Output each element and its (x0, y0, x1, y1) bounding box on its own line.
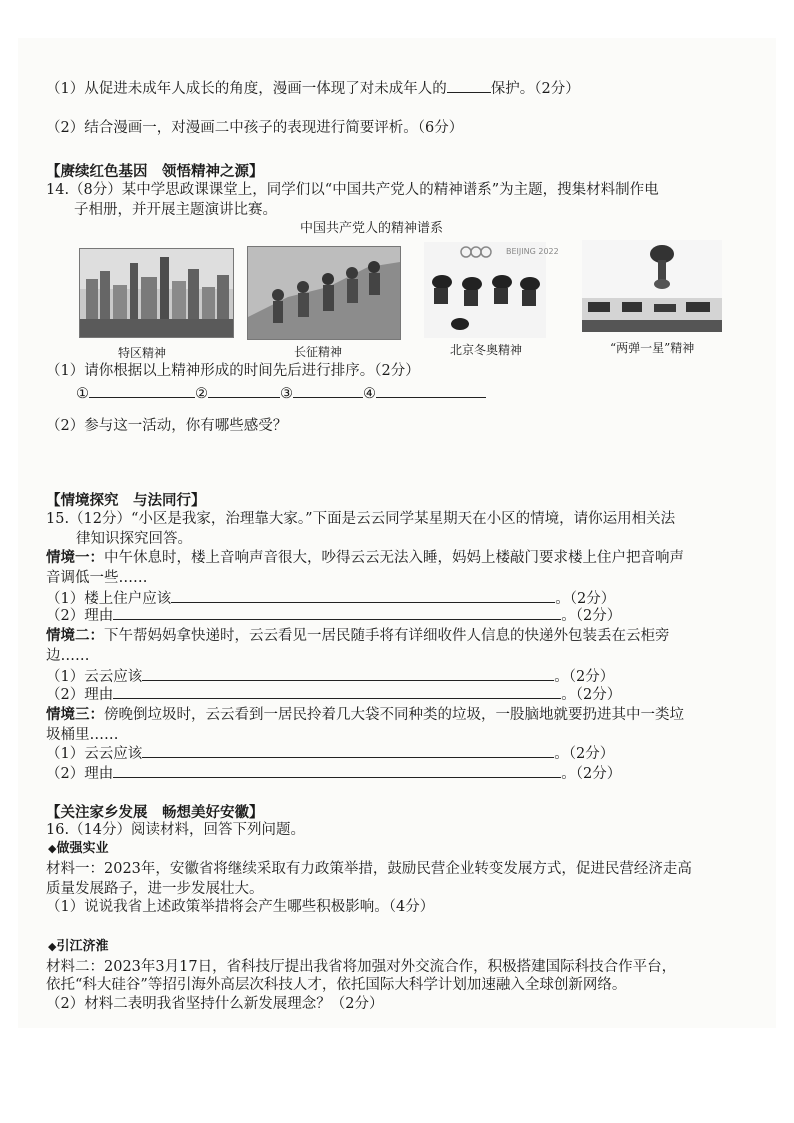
long-march-image (248, 247, 400, 339)
scenario-2-label: 情境二： (46, 627, 104, 644)
scenario-3-q1-label: （1）云云应该 (46, 746, 143, 762)
score-s2a: 。（2分） (554, 669, 615, 685)
scenario-3-text: 傍晚倒垃圾时，云云看到一居民拎着几大袋不同种类的垃圾，一股脑地就要扔进其中一类垃 (104, 707, 684, 723)
diamond-icon: ◆ (48, 940, 57, 953)
scenario-3-q2-label: （2）理由 (46, 766, 114, 782)
q13-part2: （2）结合漫画一，对漫画二中孩子的表现进行简要评析。（6分） (46, 120, 464, 136)
order-blank-1[interactable] (89, 383, 195, 398)
album-title: 中国共产党人的精神谱系 (300, 221, 444, 236)
photo-long-march (247, 246, 401, 340)
answer-line-s2a[interactable] (142, 666, 554, 681)
subheading-water-project (48, 937, 108, 957)
score-s3b: 。（2分） (561, 766, 622, 782)
scenario-3-label: 情境三： (46, 706, 104, 723)
caption-two-bombs: “两弹一星”精神 (610, 341, 695, 355)
q15-stem-line1: 15.（12分）“小区是我家，治理靠大家。”下面是云云同学某星期天在小区的情境，请你运用相关法 (46, 511, 676, 527)
scenario-3-line1 (46, 705, 684, 725)
material-1-line2: 质量发展路子，进一步发展壮大。 (46, 881, 264, 897)
score-s3a: 。（2分） (554, 746, 615, 762)
order-mark-2: ② (195, 386, 208, 402)
q14-order-blanks (76, 383, 486, 404)
scenario-1-q2-label: （2）理由 (46, 608, 114, 624)
scenario-3-line2: 圾桶里…… (46, 727, 119, 743)
scenario-3-q1 (46, 743, 614, 764)
scenario-1-label: 情境一： (46, 549, 104, 566)
q14-part2: （2）参与这一活动，你有哪些感受？ (46, 418, 288, 434)
section-title-red-gene: 【赓续红色基因 领悟精神之源】 (46, 164, 264, 180)
subheading-water-project-text: 引江济淮 (56, 939, 109, 954)
photo-special-zone (79, 248, 234, 338)
material-2-line1: 材料二：2023年3月17日，省科技厅提出我省将加强对外交流合作，积极搭建国际科技合作平台， (46, 959, 677, 975)
q13-part1 (46, 78, 580, 99)
answer-line-s2b[interactable] (113, 684, 561, 699)
scenario-2-q1-label: （1）云云应该 (46, 669, 143, 685)
q16-stem: 16.（14分）阅读材料，回答下列问题。 (46, 822, 306, 838)
q13-part1-score: 保护。（2分） (490, 81, 580, 97)
section-title-anhui: 【关注家乡发展 畅想美好安徽】 (46, 805, 264, 821)
score-s2b: 。（2分） (561, 687, 622, 703)
order-mark-1: ① (76, 386, 89, 402)
scenario-1-line2: 音调低一些…… (46, 570, 148, 586)
beijing-2022-text: BEIJING 2022 (506, 247, 559, 256)
scenario-1-q1-label: （1）楼上住户应该 (46, 591, 172, 607)
order-blank-4[interactable] (376, 383, 486, 398)
scenario-2-q2-label: （2）理由 (46, 687, 114, 703)
q16-part2: （2）材料二表明我省坚持什么新发展理念？（2分） (46, 996, 384, 1012)
caption-special-zone: 特区精神 (118, 346, 167, 360)
mushroom-cloud-image (582, 240, 722, 332)
scenario-2-text: 下午帮妈妈拿快递时，云云看见一居民随手将有详细收件人信息的快递外包装丢在云柜旁 (104, 628, 670, 644)
material-1-line1: 材料一：2023年，安徽省将继续采取有力政策举措，鼓励民营企业转变发展方式，促进民营经济走高 (46, 861, 692, 877)
scenario-1-q2 (46, 605, 621, 626)
q16-part1: （1）说说我省上述政策举措将会产生哪些积极影响。（4分） (46, 899, 435, 915)
caption-winter-olympics: 北京冬奥精神 (450, 343, 523, 357)
score-s1a: 。（2分） (555, 591, 616, 607)
city-skyline-image (80, 249, 233, 337)
subheading-industry (48, 839, 108, 859)
scenario-2-line2: 边…… (46, 648, 90, 664)
answer-line-s3a[interactable] (142, 743, 554, 758)
subheading-industry-text: 做强实业 (56, 841, 109, 856)
answer-line-s1a[interactable] (171, 588, 555, 603)
answer-blank[interactable] (447, 78, 491, 93)
q15-stem-line2: 律知识探究回答。 (76, 531, 192, 547)
photo-winter-olympics (424, 242, 559, 338)
material-2-line2: 依托“科大硅谷”等招引海外高层次科技人才，依托国际大科学计划加速融入全球创新网络。 (46, 977, 627, 993)
scenario-3-q2 (46, 763, 621, 784)
scenario-1-line1 (46, 548, 684, 568)
order-mark-4: ④ (363, 386, 376, 402)
scenario-2-q2 (46, 684, 621, 705)
q13-part1-text: （1）从促进未成年人成长的角度，漫画一体现了对未成年人的 (46, 81, 447, 97)
order-mark-3: ③ (280, 386, 293, 402)
order-blank-2[interactable] (208, 383, 280, 398)
answer-line-s3b[interactable] (113, 763, 561, 778)
section-title-law: 【情境探究 与法同行】 (46, 493, 206, 509)
score-s1b: 。（2分） (561, 608, 622, 624)
winter-olympics-image (424, 242, 559, 338)
scenario-1-text: 中午休息时，楼上音响声音很大，吵得云云无法入睡，妈妈上楼敲门要求楼上住户把音响声 (104, 550, 684, 566)
q14-stem-line2: 子相册，并开展主题演讲比赛。 (74, 202, 277, 218)
q14-stem-line1: 14.（8分）某中学思政课课堂上，同学们以“中国共产党人的精神谱系”为主题，搜集材料制作电 (46, 182, 659, 198)
answer-line-s1b[interactable] (113, 605, 561, 620)
scenario-2-line1 (46, 626, 670, 646)
caption-long-march: 长征精神 (294, 345, 343, 359)
order-blank-3[interactable] (293, 383, 363, 398)
diamond-icon: ◆ (48, 842, 57, 855)
q14-part1: （1）请你根据以上精神形成的时间先后进行排序。（2分） (46, 363, 420, 379)
photo-two-bombs (582, 240, 722, 332)
